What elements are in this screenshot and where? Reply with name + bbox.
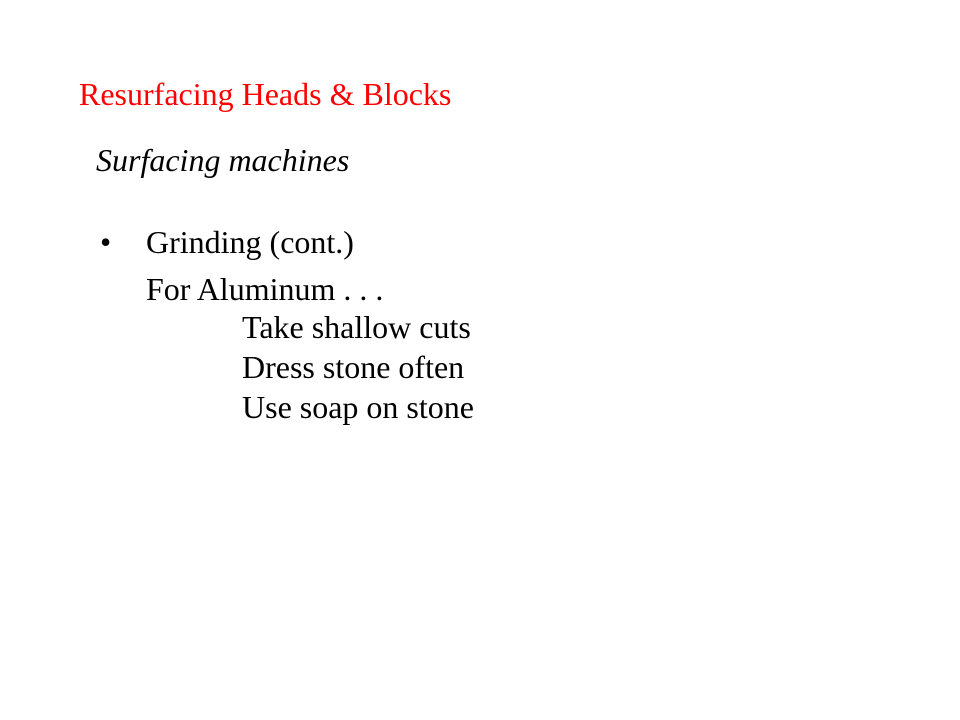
lead-line: For Aluminum . . . bbox=[146, 271, 384, 307]
tips-list bbox=[242, 307, 474, 427]
list-item: Use soap on stone bbox=[242, 389, 474, 425]
list-item: Dress stone often bbox=[242, 349, 465, 385]
slide-subtitle: Surfacing machines bbox=[96, 142, 350, 178]
bullet-text: Grinding (cont.) bbox=[146, 224, 354, 260]
slide-title: Resurfacing Heads & Blocks bbox=[79, 76, 452, 112]
list-item: Take shallow cuts bbox=[242, 309, 471, 345]
bullet-marker: • bbox=[100, 224, 112, 260]
